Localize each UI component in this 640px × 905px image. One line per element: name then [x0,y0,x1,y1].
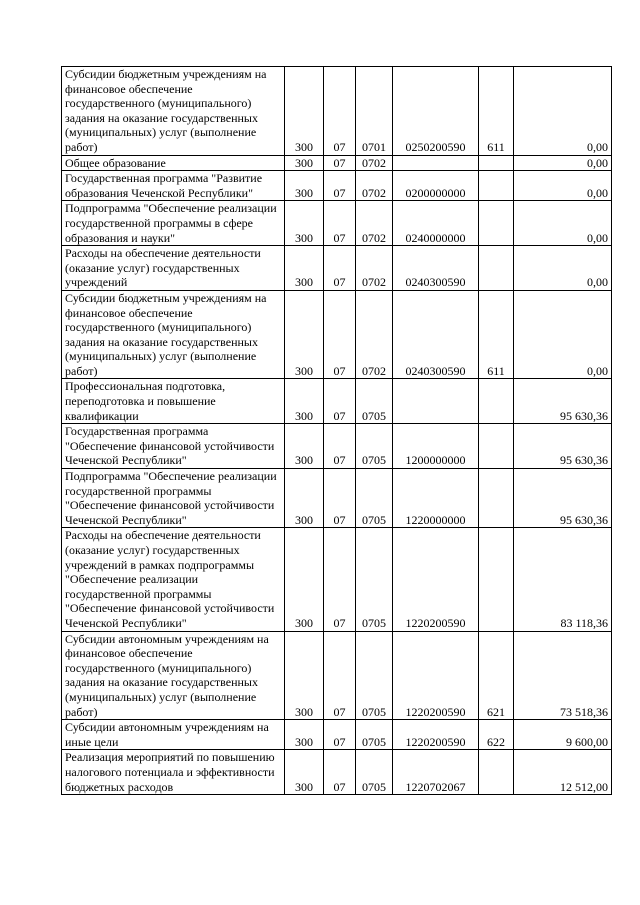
amount-cell: 73 518,36 [514,631,612,720]
department-code-cell: 300 [285,720,324,750]
expense-type-code-cell [479,379,514,424]
subsection-code-cell: 0702 [356,201,393,246]
subsection-code-cell: 0701 [356,67,393,156]
department-code-cell: 300 [285,528,324,631]
section-code-cell: 07 [324,528,356,631]
expense-name-cell: Профессиональная подготовка, переподготовка и повышение квалификации [62,379,285,424]
department-code-cell: 300 [285,424,324,469]
expense-type-code-cell [479,155,514,171]
subsection-code-cell: 0705 [356,720,393,750]
subsection-code-cell: 0702 [356,246,393,291]
expense-type-code-cell: 622 [479,720,514,750]
amount-cell: 95 630,36 [514,469,612,528]
expense-type-code-cell [479,246,514,291]
subsection-code-cell: 0705 [356,631,393,720]
table-row [62,67,612,156]
amount-cell: 95 630,36 [514,424,612,469]
expense-name-cell: Расходы на обеспечение деятельности (оказание услуг) государственных учреждений [62,246,285,291]
table-row [62,631,612,720]
table-row [62,155,612,171]
expense-name-cell: Субсидии бюджетным учреждениям на финансовое обеспечение государственного (муниципального) задания на оказание государственных (муниципальных) услуг (выполнение работ) [62,290,285,379]
target-article-code-cell: 0240000000 [393,201,479,246]
expense-name-cell: Государственная программа "Обеспечение финансовой устойчивости Чеченской Республики" [62,424,285,469]
expense-type-code-cell [479,171,514,201]
department-code-cell: 300 [285,469,324,528]
expense-type-code-cell: 621 [479,631,514,720]
target-article-code-cell: 0240300590 [393,290,479,379]
section-code-cell: 07 [324,631,356,720]
department-code-cell: 300 [285,750,324,795]
amount-cell: 83 118,36 [514,528,612,631]
section-code-cell: 07 [324,424,356,469]
target-article-code-cell: 1220000000 [393,469,479,528]
department-code-cell: 300 [285,171,324,201]
section-code-cell: 07 [324,155,356,171]
table-row [62,424,612,469]
target-article-code-cell: 1220200590 [393,631,479,720]
section-code-cell: 07 [324,67,356,156]
section-code-cell: 07 [324,290,356,379]
subsection-code-cell: 0705 [356,528,393,631]
expense-name-cell: Субсидии бюджетным учреждениям на финансовое обеспечение государственного (муниципального) задания на оказание государственных (муниципальных) услуг (выполнение работ) [62,67,285,156]
expense-name-cell: Субсидии автономным учреждениям на финансовое обеспечение государственного (муниципального) задания на оказание государственных (муниципальных) услуг (выполнение работ) [62,631,285,720]
department-code-cell: 300 [285,67,324,156]
table-row [62,171,612,201]
target-article-code-cell: 0200000000 [393,171,479,201]
department-code-cell: 300 [285,631,324,720]
expense-type-code-cell [479,201,514,246]
department-code-cell: 300 [285,246,324,291]
subsection-code-cell: 0705 [356,469,393,528]
expense-type-code-cell [479,750,514,795]
target-article-code-cell: 0240300590 [393,246,479,291]
budget-table [61,66,612,795]
expense-type-code-cell: 611 [479,67,514,156]
target-article-code-cell: 1220702067 [393,750,479,795]
table-row [62,720,612,750]
expense-type-code-cell [479,469,514,528]
section-code-cell: 07 [324,750,356,795]
expense-name-cell: Субсидии автономным учреждениям на иные цели [62,720,285,750]
budget-table-body [62,67,612,795]
amount-cell: 0,00 [514,290,612,379]
department-code-cell: 300 [285,379,324,424]
amount-cell: 0,00 [514,201,612,246]
amount-cell: 95 630,36 [514,379,612,424]
table-row [62,750,612,795]
amount-cell: 9 600,00 [514,720,612,750]
table-row [62,201,612,246]
amount-cell: 12 512,00 [514,750,612,795]
expense-type-code-cell [479,528,514,631]
section-code-cell: 07 [324,171,356,201]
table-row [62,469,612,528]
table-row [62,379,612,424]
subsection-code-cell: 0702 [356,290,393,379]
expense-type-code-cell: 611 [479,290,514,379]
section-code-cell: 07 [324,201,356,246]
expense-name-cell: Подпрограмма "Обеспечение реализации государственной программы "Обеспечение финансовой устойчивости Чеченской Республики" [62,469,285,528]
table-row [62,528,612,631]
amount-cell: 0,00 [514,155,612,171]
target-article-code-cell: 1220200590 [393,528,479,631]
target-article-code-cell: 1200000000 [393,424,479,469]
subsection-code-cell: 0705 [356,379,393,424]
amount-cell: 0,00 [514,171,612,201]
section-code-cell: 07 [324,469,356,528]
amount-cell: 0,00 [514,67,612,156]
expense-name-cell: Расходы на обеспечение деятельности (оказание услуг) государственных учреждений в рамках подпрограммы "Обеспечение реализации государственной программы "Обеспечение финансовой устойчивости Чеченской Республики" [62,528,285,631]
department-code-cell: 300 [285,290,324,379]
target-article-code-cell: 0250200590 [393,67,479,156]
table-row [62,290,612,379]
amount-cell: 0,00 [514,246,612,291]
expense-type-code-cell [479,424,514,469]
section-code-cell: 07 [324,379,356,424]
target-article-code-cell [393,379,479,424]
expense-name-cell: Общее образование [62,155,285,171]
target-article-code-cell [393,155,479,171]
subsection-code-cell: 0702 [356,155,393,171]
expense-name-cell: Подпрограмма "Обеспечение реализации государственной программы в сфере образования и науки" [62,201,285,246]
subsection-code-cell: 0705 [356,424,393,469]
section-code-cell: 07 [324,246,356,291]
target-article-code-cell: 1220200590 [393,720,479,750]
section-code-cell: 07 [324,720,356,750]
table-row [62,246,612,291]
subsection-code-cell: 0702 [356,171,393,201]
department-code-cell: 300 [285,155,324,171]
department-code-cell: 300 [285,201,324,246]
subsection-code-cell: 0705 [356,750,393,795]
expense-name-cell: Государственная программа "Развитие образования Чеченской Республики" [62,171,285,201]
expense-name-cell: Реализация мероприятий по повышению налогового потенциала и эффективности бюджетных расходов [62,750,285,795]
